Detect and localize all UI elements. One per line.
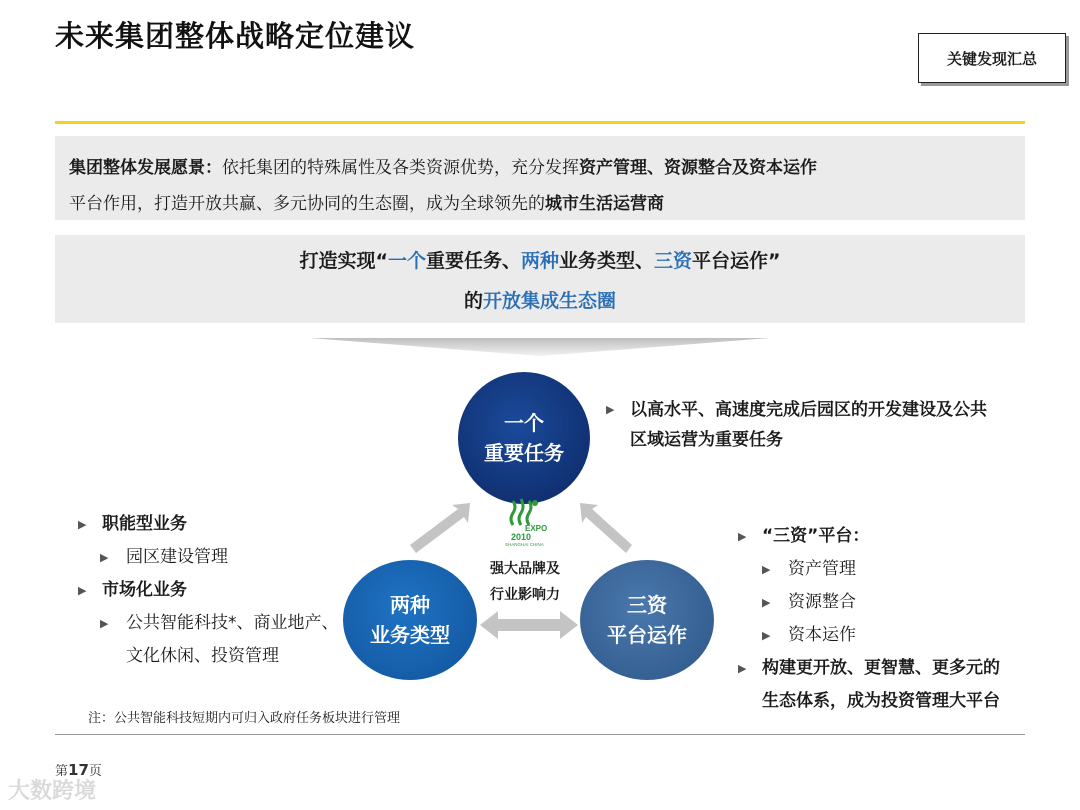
center-line: 强大品牌及 bbox=[490, 561, 560, 577]
circle-line: 平台运作 bbox=[607, 623, 687, 647]
bottom-divider bbox=[55, 734, 1025, 735]
slogan-highlight: 三资 bbox=[654, 250, 693, 272]
arrow-top-left bbox=[410, 503, 470, 553]
list-item: ▶ 市场化业务 bbox=[78, 574, 343, 607]
bullet-item: ▶ 以高水平、高速度完成后园区的开发建设及公共区域运营为重要任务 bbox=[606, 395, 996, 455]
list-item: ▶ “三资”平台： bbox=[738, 520, 1008, 553]
business-types-list bbox=[78, 508, 343, 673]
circle-line: 一个 bbox=[504, 411, 544, 435]
page-suffix: 页 bbox=[88, 764, 102, 779]
slogan-part: 平台运作” bbox=[692, 250, 781, 272]
circle-line: 业务类型 bbox=[370, 623, 450, 647]
slogan-highlight: 开放集成生态圈 bbox=[483, 290, 617, 312]
list-subitem: ▶ 园区建设管理 bbox=[78, 541, 343, 574]
list-item: ▶ 构建更开放、更智慧、更多元的生态体系，成为投资管理大平台 bbox=[738, 652, 1008, 718]
down-wedge-shape bbox=[310, 336, 770, 358]
logo-text: EXPO bbox=[525, 524, 548, 533]
circle-line: 重要任务 bbox=[484, 441, 564, 465]
list-subitem: ▶ 资本运作 bbox=[738, 619, 1008, 652]
circle-line: 三资 bbox=[627, 593, 667, 617]
vision-bold2: 城市生活运营商 bbox=[545, 194, 664, 214]
center-line: 行业影响力 bbox=[490, 587, 560, 603]
page-prefix: 第 bbox=[55, 764, 69, 779]
logo-subtext: SHANGHAI CHINA bbox=[505, 542, 544, 547]
vision-bold1: 资产管理、资源整合及资本运作 bbox=[579, 158, 817, 178]
slogan-box bbox=[55, 235, 1025, 323]
svg-text:2010: 2010 bbox=[511, 532, 532, 542]
circle-platform-operation bbox=[580, 560, 714, 680]
arrow-bottom bbox=[480, 611, 578, 639]
center-label bbox=[470, 556, 580, 608]
platform-list bbox=[738, 520, 1008, 718]
vision-text1: 依托集团的特殊属性及各类资源优势，充分发挥 bbox=[222, 158, 579, 178]
expo-logo bbox=[503, 497, 557, 547]
arrow-top-right bbox=[580, 503, 632, 553]
vision-box bbox=[55, 136, 1025, 220]
list-item: ▶ 职能型业务 bbox=[78, 508, 343, 541]
yellow-divider bbox=[55, 121, 1025, 124]
slogan-part: 重要任务、 bbox=[425, 250, 521, 272]
footnote: 注：公共智能科技短期内可归入政府任务板块进行管理 bbox=[88, 711, 401, 726]
watermark: 大数跨境 bbox=[8, 779, 97, 804]
page-title: 未来集团整体战略定位建议 bbox=[55, 19, 416, 53]
vision-colon: ： bbox=[205, 158, 222, 178]
circle-line: 两种 bbox=[390, 593, 430, 617]
key-findings-button[interactable]: 关键发现汇总 bbox=[918, 33, 1066, 83]
slogan-highlight: 两种 bbox=[520, 250, 559, 272]
slogan-highlight: 一个 bbox=[387, 250, 426, 272]
slogan-part: 的 bbox=[463, 290, 483, 312]
slogan-part: 业务类型、 bbox=[559, 250, 655, 272]
circle-business-types bbox=[343, 560, 477, 680]
slogan-part: 打造实现“ bbox=[299, 250, 388, 272]
important-task-desc bbox=[606, 395, 996, 455]
page-num: 17 bbox=[68, 761, 89, 779]
list-subitem: ▶ 公共智能科技*、商业地产、文化休闲、投资管理 bbox=[78, 607, 343, 673]
vision-label: 集团整体发展愿景 bbox=[69, 158, 205, 178]
list-subitem: ▶ 资产管理 bbox=[738, 553, 1008, 586]
circle-important-task bbox=[458, 372, 590, 504]
vision-text2: 平台作用，打造开放共赢、多元协同的生态圈，成为全球领先的 bbox=[69, 194, 545, 214]
list-subitem: ▶ 资源整合 bbox=[738, 586, 1008, 619]
